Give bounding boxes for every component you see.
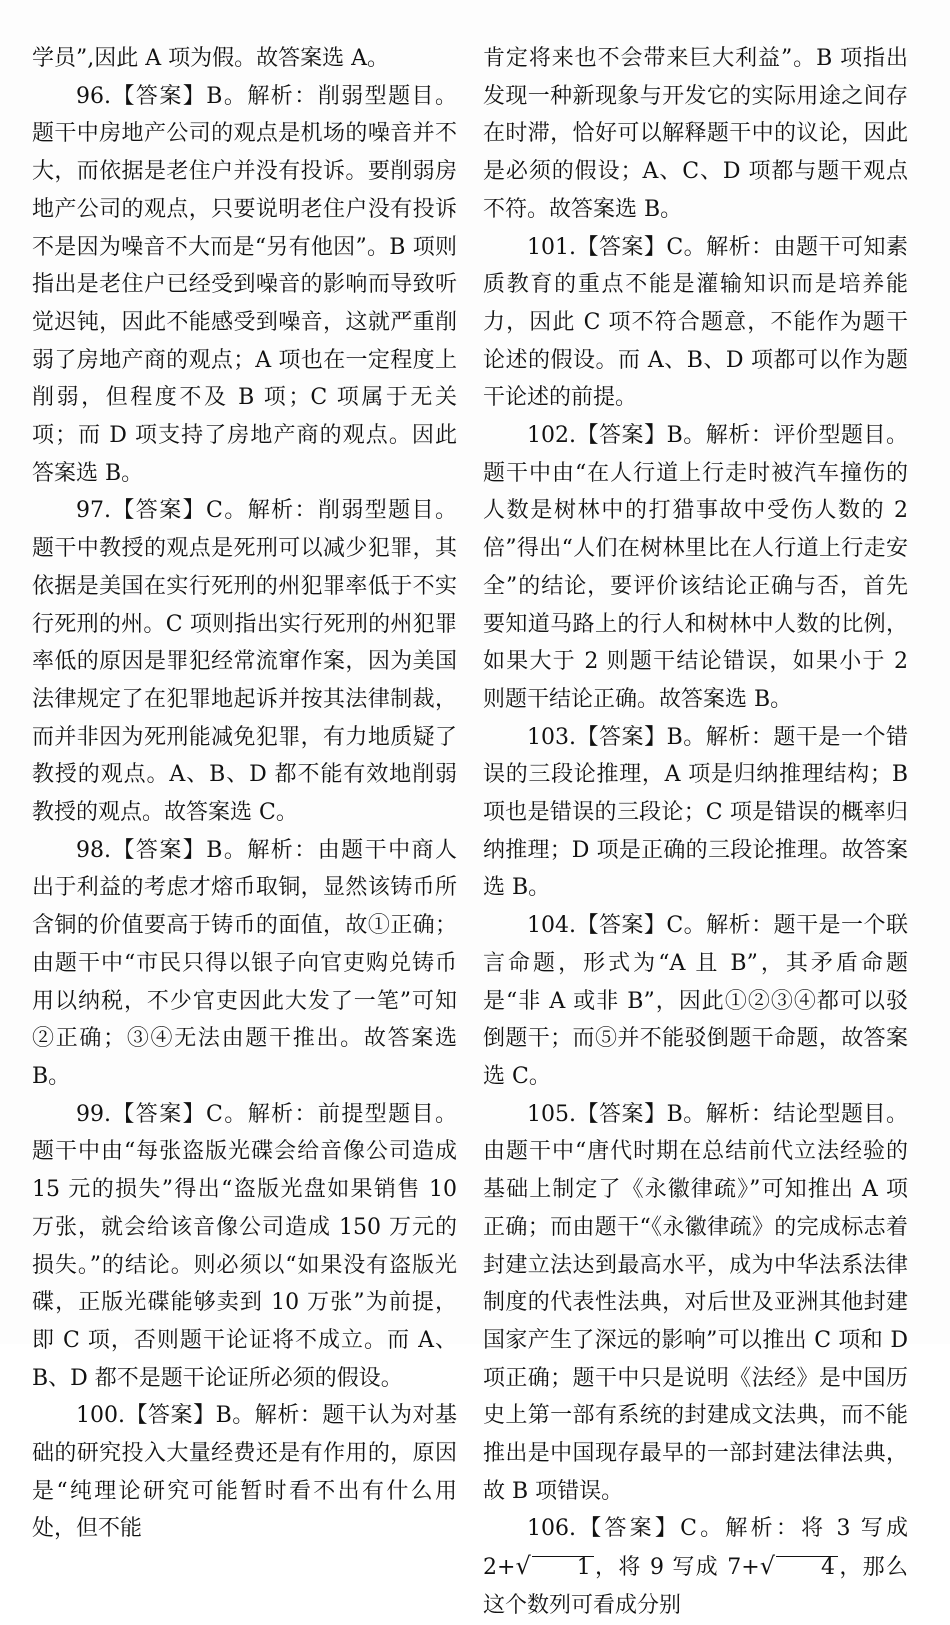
answer-item-99: 99.【答案】C。解析：前提型题目。题干中由“每张盗版光碟会给音像公司造成 15 元的损失”得出“盗版光盘如果销售 10 万张，就会给该音像公司造成 150 万元的损失。”的结论。则必须以“如果没有盗版光碟，正版光碟能够卖到 10 万张”为前提，即 C 项，否则题干论证将不成立。而 A、B、D 都不是题干论证所必须的假设。	[32, 1101, 457, 1391]
answer-item-97: 97.【答案】C。解析：削弱型题目。题干中教授的观点是死刑可以减少犯罪，其依据是美国在实行死刑的州犯罪率低于不实行死刑的州。C 项则指出实行死刑的州犯罪率低的原因是罪犯经常流窜作案，因为美国法律规定了在犯罪地起诉并按其法律制裁，而并非因为死刑能减免犯罪，有力地质疑了教授的观点。A、B、D 都不能有效地削弱教授的观点。故答案选 C。	[32, 498, 457, 826]
answer-item-105: 105.【答案】B。解析：结论型题目。由题干中“唐代时期在总结前代立法经验的基础上制定了《永徽律疏》”可知推出 A 项正确；而由题干“《永徽律疏》的完成标志着封建立法达到最高水平，成为中华法系法律制度的代表性法典，对后世及亚洲其他封建国家产生了深远的影响”可以推出 C 项和 D 项正确；题干中只是说明《法经》是中国历史上第一部有系统的封建成文法典，而不能推出是中国现存最早的一部封建法律法典，故 B 项错误。	[483, 1101, 908, 1504]
answer-item-102: 102.【答案】B。解析：评价型题目。题干中由“在人行道上行走时被汽车撞伤的人数是树林中的打猎事故中受伤人数的 2 倍”得出“人们在树林里比在人行道上行走安全”的结论，要评价该结论正确与否，首先要知道马路上的行人和树林中人数的比例，如果大于 2 则题干结论错误，如果小于 2 则题干结论正确。故答案选 B。	[483, 423, 908, 712]
answer-item-100: 100.【答案】B。解析：题干认为对基础的研究投入大量经费还是有作用的，原因是“纯理论研究可能暂时看不出有什么用处，但不能	[32, 1403, 457, 1542]
paragraph-continuation-95: 学员”,因此 A 项为假。故答案选 A。	[32, 46, 389, 71]
square-root-icon: √	[515, 1552, 531, 1581]
radicand-2: 4	[776, 1556, 838, 1579]
answer-106-text-a: 106.【答案】C。解析：将 3 写成 2+	[483, 1516, 908, 1581]
answer-106-text-c: ，那么这个数列可看成分别	[483, 1555, 908, 1618]
answer-item-104: 104.【答案】C。解析：题干是一个联言命题，形式为“A 且 B”，其矛盾命题是“非 A 或非 B”，因此①②③④都可以驳倒题干；而⑤并不能驳倒题干命题，故答案选 C。	[483, 913, 908, 1089]
answer-item-98: 98.【答案】B。解析：由题干中商人出于利益的考虑才熔币取铜，显然该铸币所含铜的价值要高于铸币的面值，故①正确；由题干中“市民只得以银子向官吏购兑铸币用以纳税，不少官吏因此大发了一笔”可知②正确；③④无法由题干推出。故答案选 B。	[32, 837, 457, 1089]
answer-item-106	[483, 1510, 908, 1624]
square-root-icon: √	[759, 1552, 776, 1581]
answer-item-101: 101.【答案】C。解析：由题干可知素质教育的重点不能是灌输知识而是培养能力，因此 C 项不符合题意，不能作为题干论述的假设。而 A、B、D 项都可以作为题干论述的前提。	[483, 234, 908, 411]
left-column	[32, 40, 457, 1548]
answer-item-103: 103.【答案】B。解析：题干是一个错误的三段论推理，A 项是归纳推理结构；B 项也是错误的三段论；C 项是错误的概率归纳推理；D 项是正确的三段论推理。故答案选 B。	[483, 724, 908, 901]
right-column	[483, 40, 908, 1625]
answer-106-text-b: ，将 9 写成 7+	[593, 1555, 760, 1581]
answer-item-96: 96.【答案】B。解析：削弱型题目。题干中房地产公司的观点是机场的噪音并不大，而依据是老住户并没有投诉。要削弱房地产公司的观点，只要说明老住户没有投诉不是因为噪音不大而是“另有他因”。B 项则指出是老住户已经受到噪音的影响而导致听觉迟钝，因此不能感受到噪音，这就严重削弱了房地产商的观点；A 项也在一定程度上削弱，但程度不及 B 项；C 项属于无关项；而 D 项支持了房地产商的观点。因此答案选 B。	[32, 83, 457, 486]
radicand-1: 1	[532, 1556, 594, 1579]
paragraph-continuation-100: 肯定将来也不会带来巨大利益”。B 项指出发现一种新现象与开发它的实际用途之间存在时滞，恰好可以解释题干中的议论，因此是必须的假设；A、C、D 项都与题干观点不符。故答案选 B。	[483, 46, 908, 222]
